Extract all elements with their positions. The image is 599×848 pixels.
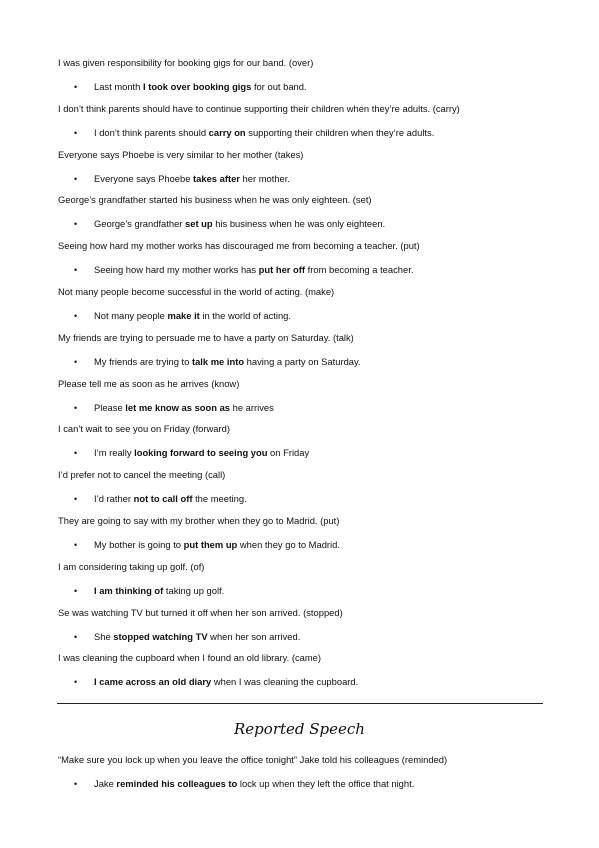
answer-keyword: stopped watching TV: [113, 630, 208, 642]
answer-keyword: carry on: [208, 126, 246, 138]
answer-text: having a party on Saturday.: [244, 355, 361, 367]
answer-text: Please: [94, 401, 126, 413]
answer-sentence: [94, 539, 340, 551]
bullet-icon: •: [74, 631, 78, 642]
answer-keyword: takes after: [193, 172, 240, 184]
answer-sentence: [94, 264, 413, 276]
answer-keyword: I took over booking gigs: [143, 81, 252, 92]
answer-sentence: [94, 447, 309, 459]
answer-keyword: set up: [185, 218, 213, 230]
bullet-icon: •: [74, 540, 78, 550]
answer-keyword: I am thinking of: [94, 584, 164, 596]
question-sentence: George’s grandfather started his business when he was only eighteen. (set): [58, 194, 372, 206]
answer-keyword: not to call off: [133, 493, 193, 505]
bullet-icon: •: [74, 265, 78, 276]
answer-sentence: [94, 585, 224, 597]
answer-text: his business when he was only eighteen.: [212, 218, 386, 230]
question-sentence: I can’t wait to see you on Friday (forward): [58, 423, 230, 435]
answer-text: on Friday: [267, 447, 310, 459]
bullet-icon: •: [74, 356, 78, 367]
answer-text: from becoming a teacher.: [305, 264, 414, 276]
answer-text: She: [94, 630, 114, 642]
bullet-icon: •: [74, 219, 78, 230]
answer-text: Everyone says Phoebe: [94, 172, 194, 184]
answer-sentence: [94, 173, 290, 185]
answer-sentence: [94, 127, 434, 139]
answer-text: supporting their children when they’re adults.: [245, 126, 435, 138]
answer-keyword: reminded his colleagues to: [116, 778, 238, 789]
question-sentence: They are going to say with my brother when they go to Madrid. (put): [58, 515, 340, 526]
answer-text: when I was cleaning the cupboard.: [211, 676, 359, 688]
answer-text: I’d rather: [94, 493, 134, 505]
answer-keyword: make it: [167, 310, 200, 321]
answer-text: Seeing how hard my mother works has: [94, 264, 259, 276]
bullet-icon: •: [74, 82, 78, 92]
answer-text: her mother.: [239, 172, 290, 184]
answer-keyword: talk me into: [191, 355, 245, 367]
section-divider: [57, 703, 543, 704]
answer-sentence: [94, 493, 247, 505]
question-sentence: I was given responsibility for booking gigs for our band. (over): [58, 57, 314, 68]
bullet-icon: •: [74, 585, 78, 596]
bullet-icon: •: [74, 779, 78, 789]
question-sentence: I was cleaning the cupboard when I found an old library. (came): [58, 652, 321, 664]
answer-text: I don’t think parents should: [94, 126, 209, 138]
answer-text: lock up when they left the office that night.: [237, 778, 415, 789]
question-sentence: I don’t think parents should have to continue supporting their children when they’re adults. (carry): [58, 102, 460, 114]
answer-keyword: put them up: [183, 539, 238, 550]
answer-text: Jake: [94, 778, 117, 789]
question-sentence: Please tell me as soon as he arrives (know): [58, 377, 240, 389]
answer-sentence: [94, 356, 361, 368]
question-sentence: My friends are trying to persuade me to have a party on Saturday. (talk): [58, 331, 354, 343]
answer-text: George’s grandfather: [94, 218, 186, 230]
answer-sentence: [94, 778, 414, 790]
answer-text: My friends are trying to: [94, 355, 192, 367]
answer-sentence: [94, 676, 358, 688]
answer-text: for out band.: [251, 81, 307, 92]
question-sentence: I am considering taking up golf. (of): [58, 560, 205, 572]
section-heading: Reported Speech: [234, 720, 365, 738]
question-sentence: Everyone says Phoebe is very similar to her mother (takes): [58, 148, 304, 160]
answer-keyword: looking forward to seeing you: [134, 447, 268, 459]
answer-sentence: [94, 310, 291, 322]
bullet-icon: •: [74, 448, 78, 459]
question-sentence: Se was watching TV but turned it off when her son arrived. (stopped): [58, 606, 343, 618]
answer-keyword: I came across an old diary: [94, 676, 212, 688]
answer-text: Not many people: [94, 310, 168, 321]
answer-text: in the world of acting.: [199, 310, 291, 321]
bullet-icon: •: [74, 127, 78, 138]
answer-text: when her son arrived.: [207, 630, 301, 642]
question-sentence: Seeing how hard my mother works has discouraged me from becoming a teacher. (put): [58, 240, 420, 252]
answer-keyword: put her off: [258, 264, 306, 276]
question-sentence: I’d prefer not to cancel the meeting (call): [58, 469, 226, 481]
answer-keyword: let me know as soon as: [125, 401, 231, 413]
answer-sentence: [94, 402, 274, 414]
answer-text: he arrives: [230, 401, 274, 413]
question-sentence: Not many people become successful in the world of acting. (make): [58, 286, 335, 297]
answer-sentence: [94, 218, 385, 230]
answer-text: I’m really: [94, 447, 135, 459]
question-sentence: “Make sure you lock up when you leave the office tonight” Jake told his colleagues (reminded): [58, 754, 448, 765]
bullet-icon: •: [74, 677, 78, 688]
answer-text: My bother is going to: [94, 539, 184, 550]
bullet-icon: •: [74, 173, 78, 184]
answer-text: when they go to Madrid.: [237, 539, 340, 550]
answer-sentence: [94, 631, 300, 643]
bullet-icon: •: [74, 494, 78, 505]
bullet-icon: •: [74, 402, 78, 413]
answer-text: Last month: [94, 81, 143, 92]
answer-sentence: [94, 81, 307, 93]
answer-text: the meeting.: [192, 493, 247, 505]
bullet-icon: •: [74, 311, 78, 321]
answer-text: taking up golf.: [163, 584, 225, 596]
